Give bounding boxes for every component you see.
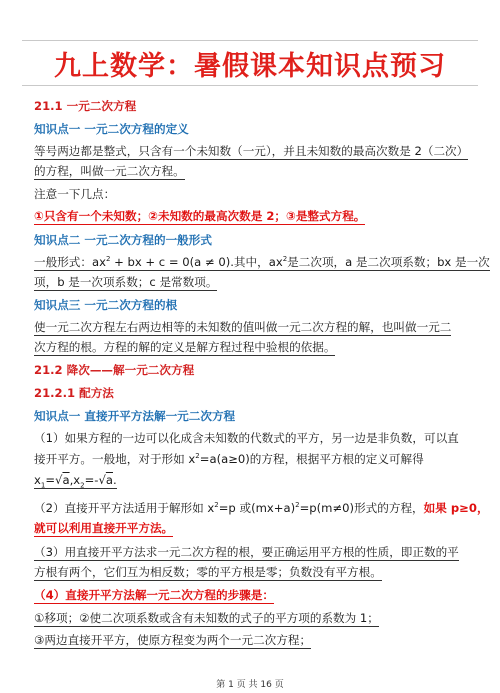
key-points: ①只含有一个未知数；②未知数的最高次数是 2；③是整式方程。 xyxy=(34,209,366,223)
knowledge-point-2-title: 知识点二 一元二次方程的一般形式 xyxy=(34,233,212,247)
knowledge-point-3-title: 知识点三 一元二次方程的根 xyxy=(34,298,178,312)
paragraph-line xyxy=(34,143,468,159)
page-title: 九上数学：暑假课本知识点预习 xyxy=(54,50,446,82)
general-form-text: 项，b 是一次项系数；c 是常数项。 xyxy=(34,275,218,289)
paragraph-line xyxy=(34,274,468,290)
section-21-1: 21.1 一元二次方程 xyxy=(34,99,137,113)
root-definition-text: 次方程的根。方程的解的定义是解方程过程中验根的依据。 xyxy=(34,340,336,354)
paragraph-line: （1）如果方程的一边可以化成含未知数的代数式的平方，另一边是非负数，可以直 xyxy=(34,431,459,445)
paragraph-line xyxy=(34,610,468,626)
paragraph-line xyxy=(34,163,468,179)
knowledge-point-1-title: 知识点一 一元二次方程的定义 xyxy=(34,122,189,136)
paragraph-line xyxy=(34,319,468,335)
section-21-2: 21.2 降次——解一元二次方程 xyxy=(34,363,195,377)
title-banner xyxy=(22,40,478,86)
step-text: ③两边直接开平方，使原方程变为两个一元二次方程； xyxy=(34,633,312,647)
paragraph-line xyxy=(34,254,490,270)
general-form-text: 一般形式：$ax^2$ + bx + c = 0(a ≠ 0).其中，$ax^2$是二次项，a 是二次项系数；bx 是一次 xyxy=(34,255,490,269)
note-label: 注意一下几点： xyxy=(34,187,116,201)
paragraph-line: 接开平方。一般地，对于形如 $x^2=a(a\ge 0)$的方程，根据平方根的定义可解得 xyxy=(34,452,424,466)
paragraph-line: （3）用直接开平方法求一元二次方程的根，要正确运用平方根的性质，即正数的平 xyxy=(34,545,459,559)
paragraph-line xyxy=(34,587,468,603)
solution-formula: $x_1=√a,x_2=-√a$. xyxy=(34,473,117,490)
paragraph-line xyxy=(34,472,468,488)
page-footer: 第 1 页 共 16 页 xyxy=(216,680,284,690)
definition-text: 等号两边都是整式，只含有一个未知数（一元），并且未知数的最高次数是 2（二次） xyxy=(34,144,469,158)
steps-heading: （4）直接开平方法解一元二次方程的步骤是： xyxy=(34,588,274,602)
definition-text: 的方程，叫做一元二次方程。 xyxy=(34,164,185,178)
condition-text: 就可以利用直接开平方法。 xyxy=(34,521,174,535)
paragraph-line: 方根有两个，它们互为相反数；零的平方根是零；负数没有平方根。 xyxy=(34,565,382,579)
root-definition-text: 使一元二次方程左右两边相等的未知数的值叫做一元二次方程的解，也叫做一元二 xyxy=(34,320,452,334)
step-text: ①移项；②使二次项系数或含有未知数的式子的平方项的系数为 1； xyxy=(34,611,379,625)
paragraph-line xyxy=(34,208,468,224)
paragraph-line xyxy=(34,520,468,536)
paragraph-line xyxy=(34,632,468,648)
condition-text: 如果 p≥0， xyxy=(423,501,489,515)
section-21-2-1: 21.2.1 配方法 xyxy=(34,386,114,400)
paragraph-line: （2）直接开平方法适用于解形如 $x^2=p$ 或$(mx+a)^2=p(m\ne 0)$形式的方程，如果 p≥0， xyxy=(34,501,489,515)
paragraph-line xyxy=(34,339,468,355)
knowledge-point-1b-title: 知识点一 直接开平方法解一元二次方程 xyxy=(34,409,236,423)
